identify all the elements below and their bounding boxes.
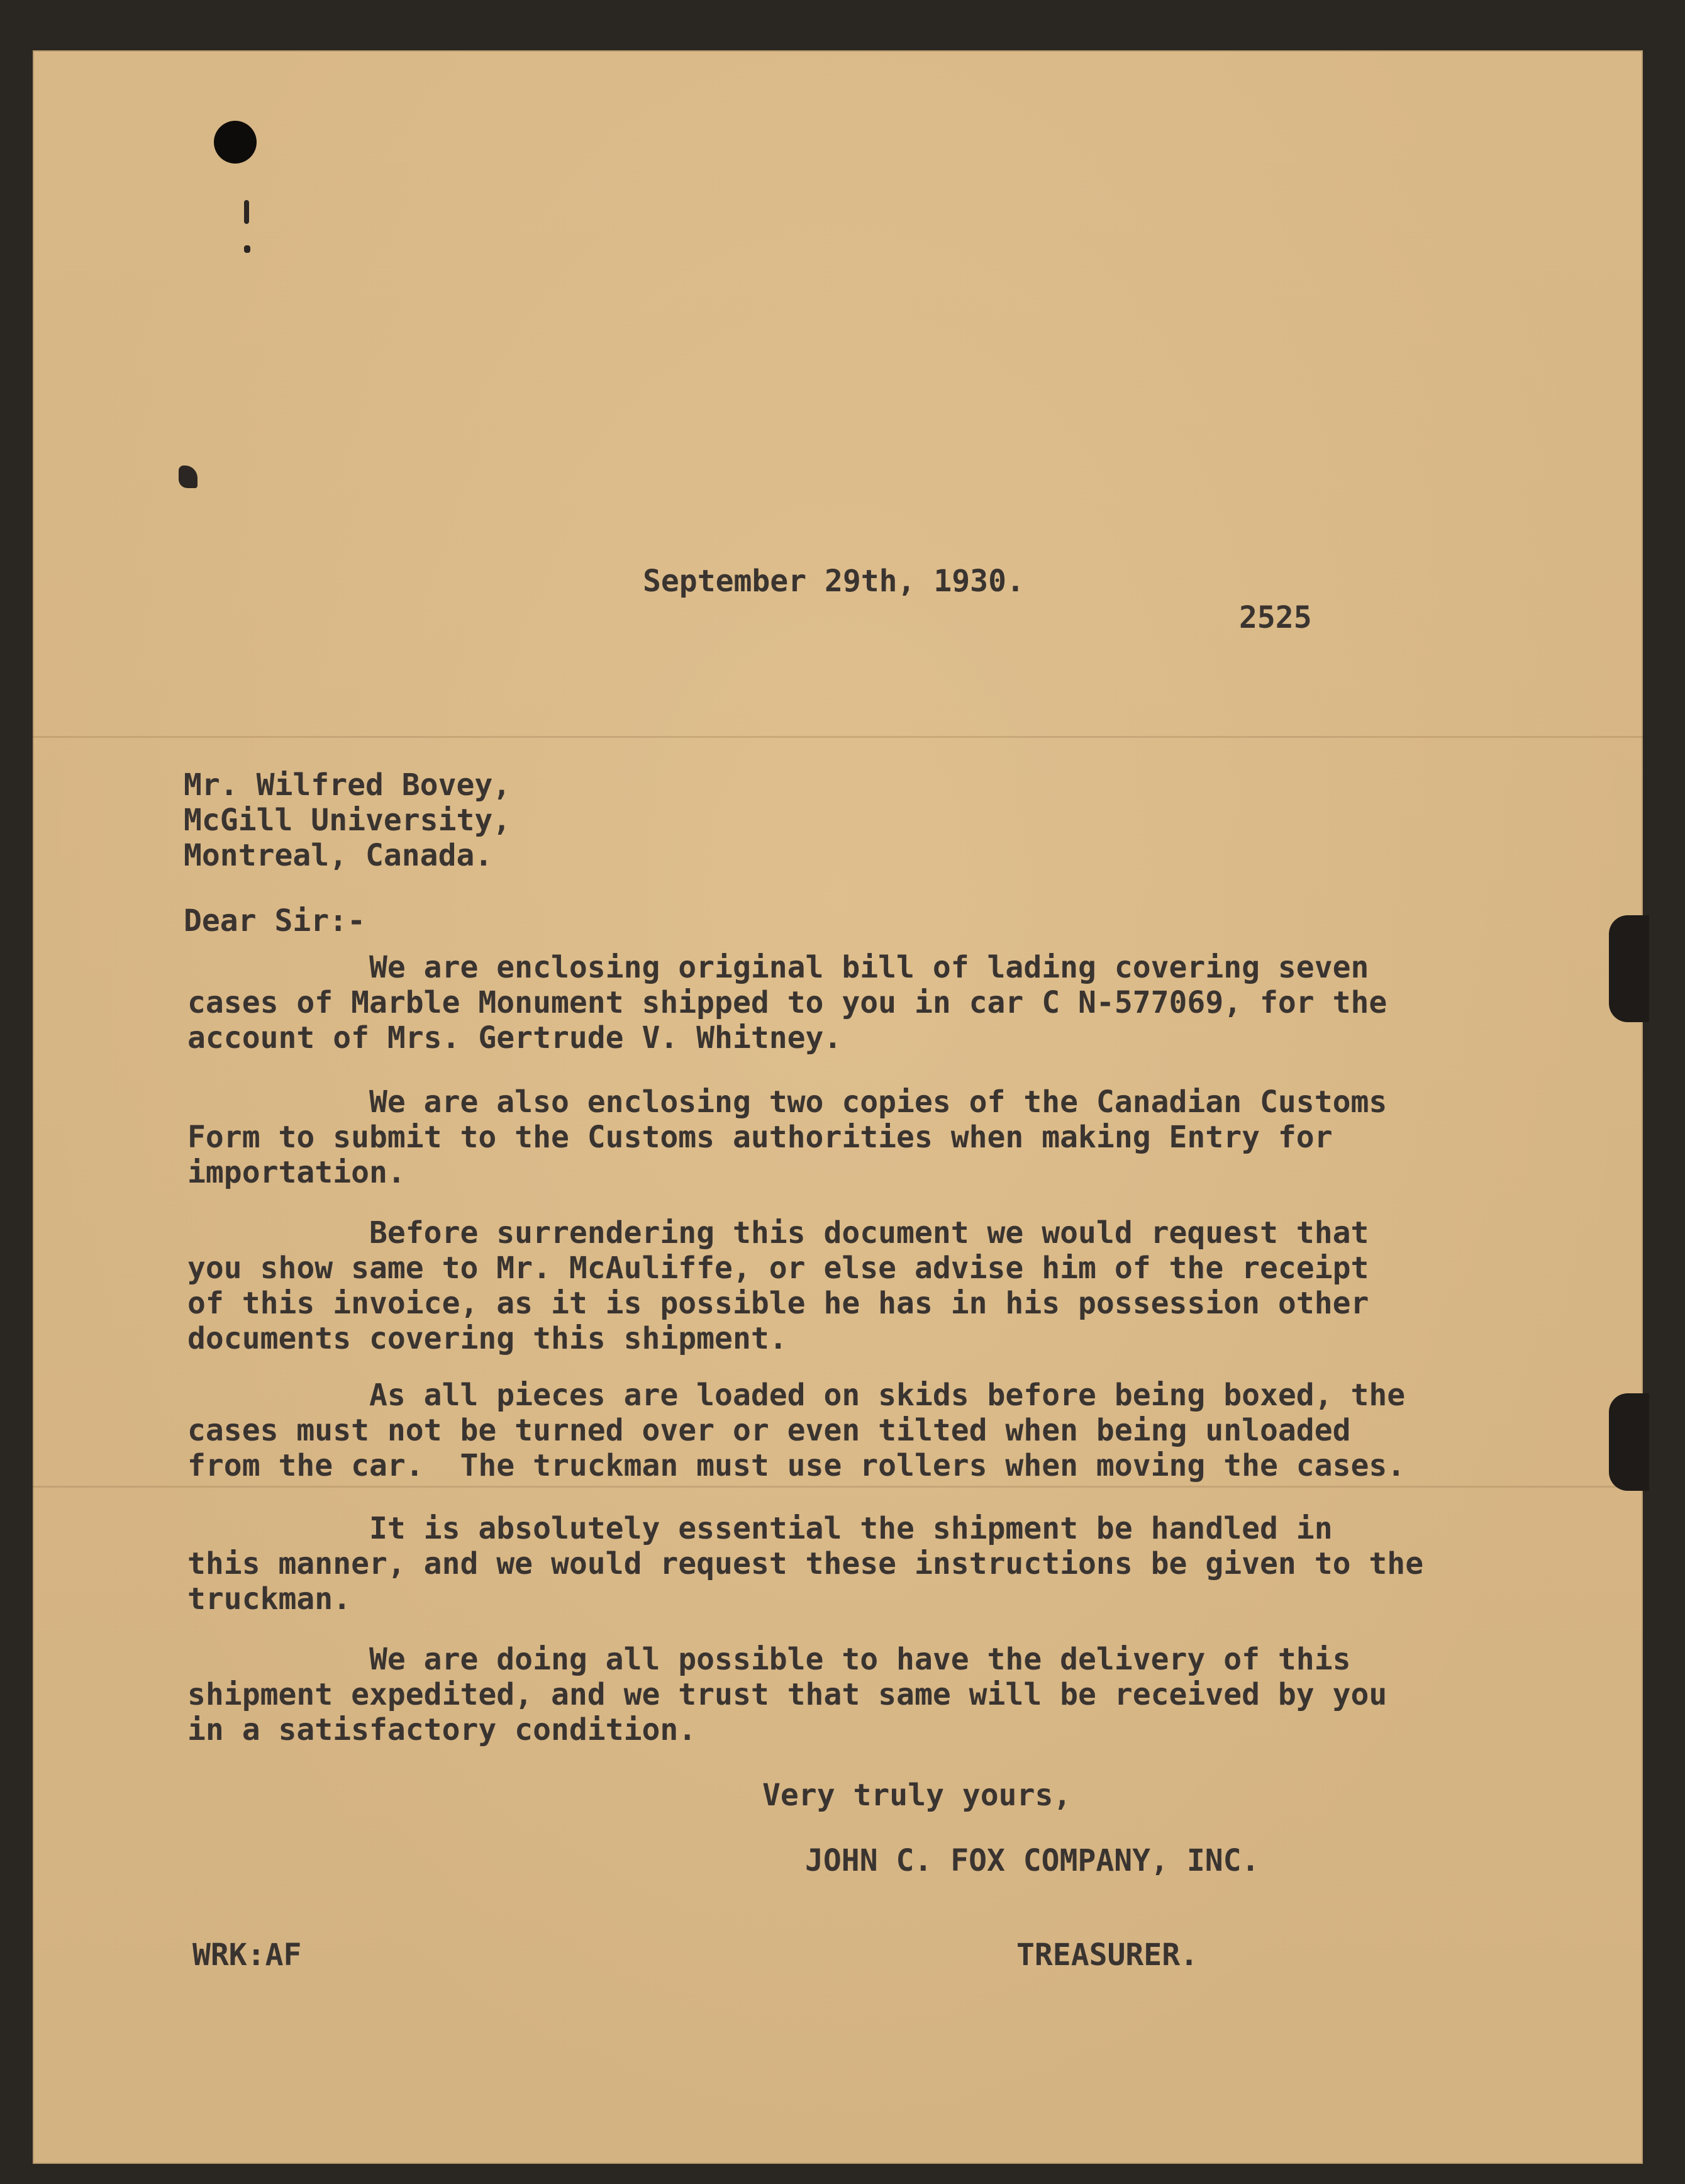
punch-hole <box>214 121 257 164</box>
ink-mark <box>244 245 250 253</box>
reference-number: 2525 <box>1239 600 1312 635</box>
body-line: cases must not be turned over or even tilted when being unloaded <box>187 1413 1351 1448</box>
body-line: Form to submit to the Customs authorities when making Entry for <box>187 1120 1333 1155</box>
torn-edge <box>1609 915 1649 1022</box>
body-line: you show same to Mr. McAuliffe, or else advise him of the receipt <box>187 1251 1369 1286</box>
body-line: in a satisfactory condition. <box>187 1712 697 1747</box>
fold-line <box>33 736 1643 738</box>
body-line: We are enclosing original bill of lading covering seven <box>187 950 1369 985</box>
body-line: truckman. <box>187 1581 352 1617</box>
body-line: importation. <box>187 1155 406 1190</box>
recipient-line: Montreal, Canada. <box>184 838 493 873</box>
body-line: It is absolutely essential the shipment be handled in <box>187 1511 1333 1546</box>
letter-date: September 29th, 1930. <box>643 564 1025 599</box>
body-line: We are doing all possible to have the delivery of this <box>187 1642 1351 1677</box>
signer-title: TREASURER. <box>1016 1937 1198 1973</box>
body-line: of this invoice, as it is possible he has in his possession other <box>187 1286 1369 1321</box>
body-line: account of Mrs. Gertrude V. Whitney. <box>187 1020 842 1056</box>
body-line: this manner, and we would request these instructions be given to the <box>187 1546 1424 1581</box>
salutation: Dear Sir:- <box>184 903 365 939</box>
body-line: shipment expedited, and we trust that same will be received by you <box>187 1677 1387 1712</box>
body-line: from the car. The truckman must use rollers when moving the cases. <box>187 1448 1406 1483</box>
body-line: cases of Marble Monument shipped to you in car C N-577069, for the <box>187 985 1387 1020</box>
torn-edge <box>1609 1393 1649 1491</box>
closing: Very truly yours, <box>762 1778 1072 1813</box>
body-line: Before surrendering this document we would request that <box>187 1215 1369 1251</box>
company-name: JOHN C. FOX COMPANY, INC. <box>805 1843 1260 1878</box>
fold-line <box>33 1486 1643 1488</box>
ink-mark <box>244 200 249 224</box>
body-line: We are also enclosing two copies of the Canadian Customs <box>187 1084 1387 1120</box>
ink-mark <box>179 465 197 488</box>
typist-initials: WRK:AF <box>192 1937 302 1973</box>
recipient-line: Mr. Wilfred Bovey, <box>184 767 511 803</box>
recipient-line: McGill University, <box>184 803 511 838</box>
body-line: As all pieces are loaded on skids before being boxed, the <box>187 1378 1406 1413</box>
body-line: documents covering this shipment. <box>187 1321 787 1356</box>
